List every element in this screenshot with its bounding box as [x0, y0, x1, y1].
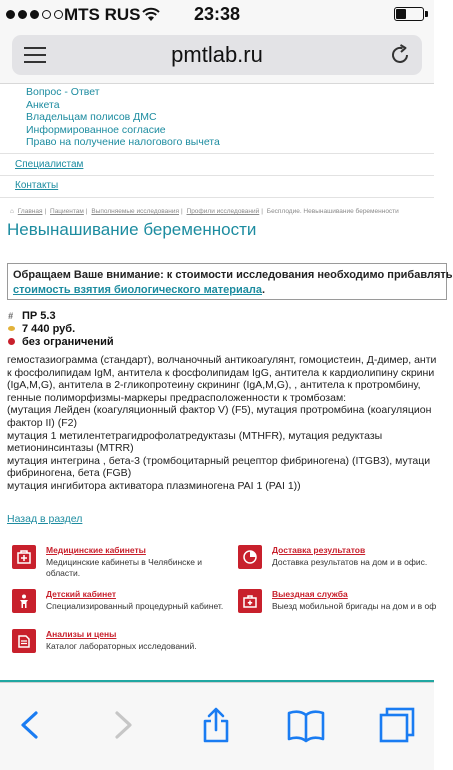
breadcrumb: ⌂ Главная | Пациентам | Выполняемые исследования | Профили исследований | Бесплодие. Невынашивание беременности: [10, 208, 399, 215]
service-text: [46, 641, 197, 652]
description-line: (IgA,M,G), антитела в 2-гликопротеину скрининг (IgA,M,G), , антитела к протромбину,: [7, 379, 421, 392]
breadcrumb-home-icon: ⌂: [10, 208, 14, 215]
browser-toolbar: [0, 682, 434, 770]
service-title[interactable]: Выездная служба: [272, 589, 348, 599]
notice-text: Обращаем Ваше внимание: к стоимости исследования необходимо прибавлять: [13, 269, 453, 281]
test-code: ПР 5.3: [22, 309, 56, 322]
nav-link-contacts[interactable]: Контакты: [15, 180, 59, 191]
description-line: мутация интегрина , бета-3 (тромбоцитарный рецептор фибриногена) (ITGB3), мутаци: [7, 454, 431, 467]
service-text-line: Медицинские кабинеты в Челябинске и: [46, 557, 203, 567]
service-text: [272, 601, 436, 612]
service-text-line: Специализированный процедурный кабинет.: [46, 601, 224, 611]
forward-arrow-icon[interactable]: [103, 705, 143, 745]
carrier-name: MTS RUS: [64, 5, 141, 24]
description-line: мутация ингибитора активатора плазминогена PAI 1 (PAI 1)): [7, 479, 301, 492]
clinic-icon: [12, 545, 36, 569]
breadcrumb-current: Бесплодие. Невынашивание беременности: [266, 208, 399, 215]
bookmarks-icon[interactable]: [286, 705, 326, 745]
status-bar: [0, 0, 434, 28]
delivery-icon: [238, 545, 262, 569]
divider: [0, 153, 434, 154]
breadcrumb-item[interactable]: Главная: [17, 208, 43, 215]
submenu: [26, 86, 220, 149]
url-text[interactable]: pmtlab.ru: [171, 42, 263, 67]
submenu-item-dms[interactable]: Владельцам полисов ДМС: [26, 111, 157, 123]
reload-icon[interactable]: [388, 43, 412, 67]
test-description: [7, 354, 447, 493]
breadcrumb-item[interactable]: Выполняемые исследования: [91, 208, 179, 215]
service-title[interactable]: Детский кабинет: [46, 589, 116, 599]
test-limit-row: [8, 335, 114, 348]
submenu-item-survey[interactable]: Анкета: [26, 98, 60, 111]
test-code-row: [8, 309, 114, 322]
divider: [0, 175, 434, 176]
browser-address-bar: [0, 28, 434, 84]
battery-icon: [394, 7, 424, 21]
service-text: [46, 601, 223, 612]
code-icon: #: [8, 310, 14, 321]
submenu-item-tax[interactable]: Право на получение налогового вычета: [26, 136, 220, 148]
test-price: 7 440 руб.: [22, 322, 76, 335]
breadcrumb-item[interactable]: Профили исследований: [186, 208, 260, 215]
service-text: [272, 557, 427, 568]
service-text-line: Каталог лабораторных исследований.: [46, 641, 197, 651]
divider: [0, 197, 434, 198]
catalog-icon: [12, 629, 36, 653]
back-arrow-icon[interactable]: [10, 705, 50, 745]
description-line: к фосфолипидам IgM, антитела к фосфолипидам IgG, антитела к кардиолипину скрини: [7, 366, 435, 379]
child-icon: [12, 589, 36, 613]
test-price-row: [8, 322, 114, 335]
battery-level: [396, 9, 406, 19]
description-line: фибриногена, бета (FGB): [7, 467, 132, 480]
description-line: метионинсинтазы (MTRR): [7, 442, 134, 455]
submenu-item-consent[interactable]: Информированное согласие: [26, 123, 166, 136]
submenu-item-faq[interactable]: Вопрос - Ответ: [26, 86, 100, 98]
notice-link[interactable]: стоимость взятия биологического материала: [13, 284, 262, 296]
coin-icon: [8, 326, 15, 331]
test-limit: без ограничений: [22, 335, 114, 348]
service-text: [46, 557, 202, 579]
url-field[interactable]: [12, 35, 422, 75]
clock: 23:38: [193, 4, 241, 24]
service-title[interactable]: Анализы и цены: [46, 629, 117, 639]
share-icon[interactable]: [196, 705, 236, 745]
test-info: [8, 309, 114, 348]
time-icon: [8, 338, 15, 345]
nav-link-specialists[interactable]: Специалистам: [15, 159, 84, 170]
service-title[interactable]: Медицинские кабинеты: [46, 545, 146, 555]
service-text-line: Доставка результатов на дом и в офис.: [272, 557, 428, 567]
tabs-icon[interactable]: [377, 705, 417, 745]
description-line: мутация 1 метилентетрагидрофолатредуктазы (MTHFR), мутация редуктазы: [7, 429, 383, 442]
service-text-line: Выезд мобильной бригады на дом и в оф: [272, 601, 437, 611]
service-title[interactable]: Доставка результатов: [272, 545, 366, 555]
description-line: фактор II) (F2): [7, 416, 77, 429]
price-notice: [7, 263, 453, 300]
description-line: (мутация Лейден (коагуляционный фактор V) (F5), мутация протромбина (коагуляцион: [7, 404, 432, 417]
back-to-section-link[interactable]: Назад в раздел: [7, 513, 83, 525]
description-line: гемостазиограмма (стандарт), волчаночный антикоагулянт, гомоцистеин, Д-димер, анти: [7, 354, 437, 366]
breadcrumb-item[interactable]: Пациентам: [50, 208, 84, 215]
notice-end: .: [262, 284, 266, 296]
service-text-line: области.: [46, 568, 81, 578]
description-line: генные полиморфизмы-маркеры предрасположенности к тромбозам:: [7, 391, 347, 404]
page-title: Невынашивание беременности: [7, 220, 257, 239]
medkit-icon: [238, 589, 262, 613]
page-content: [0, 85, 453, 682]
